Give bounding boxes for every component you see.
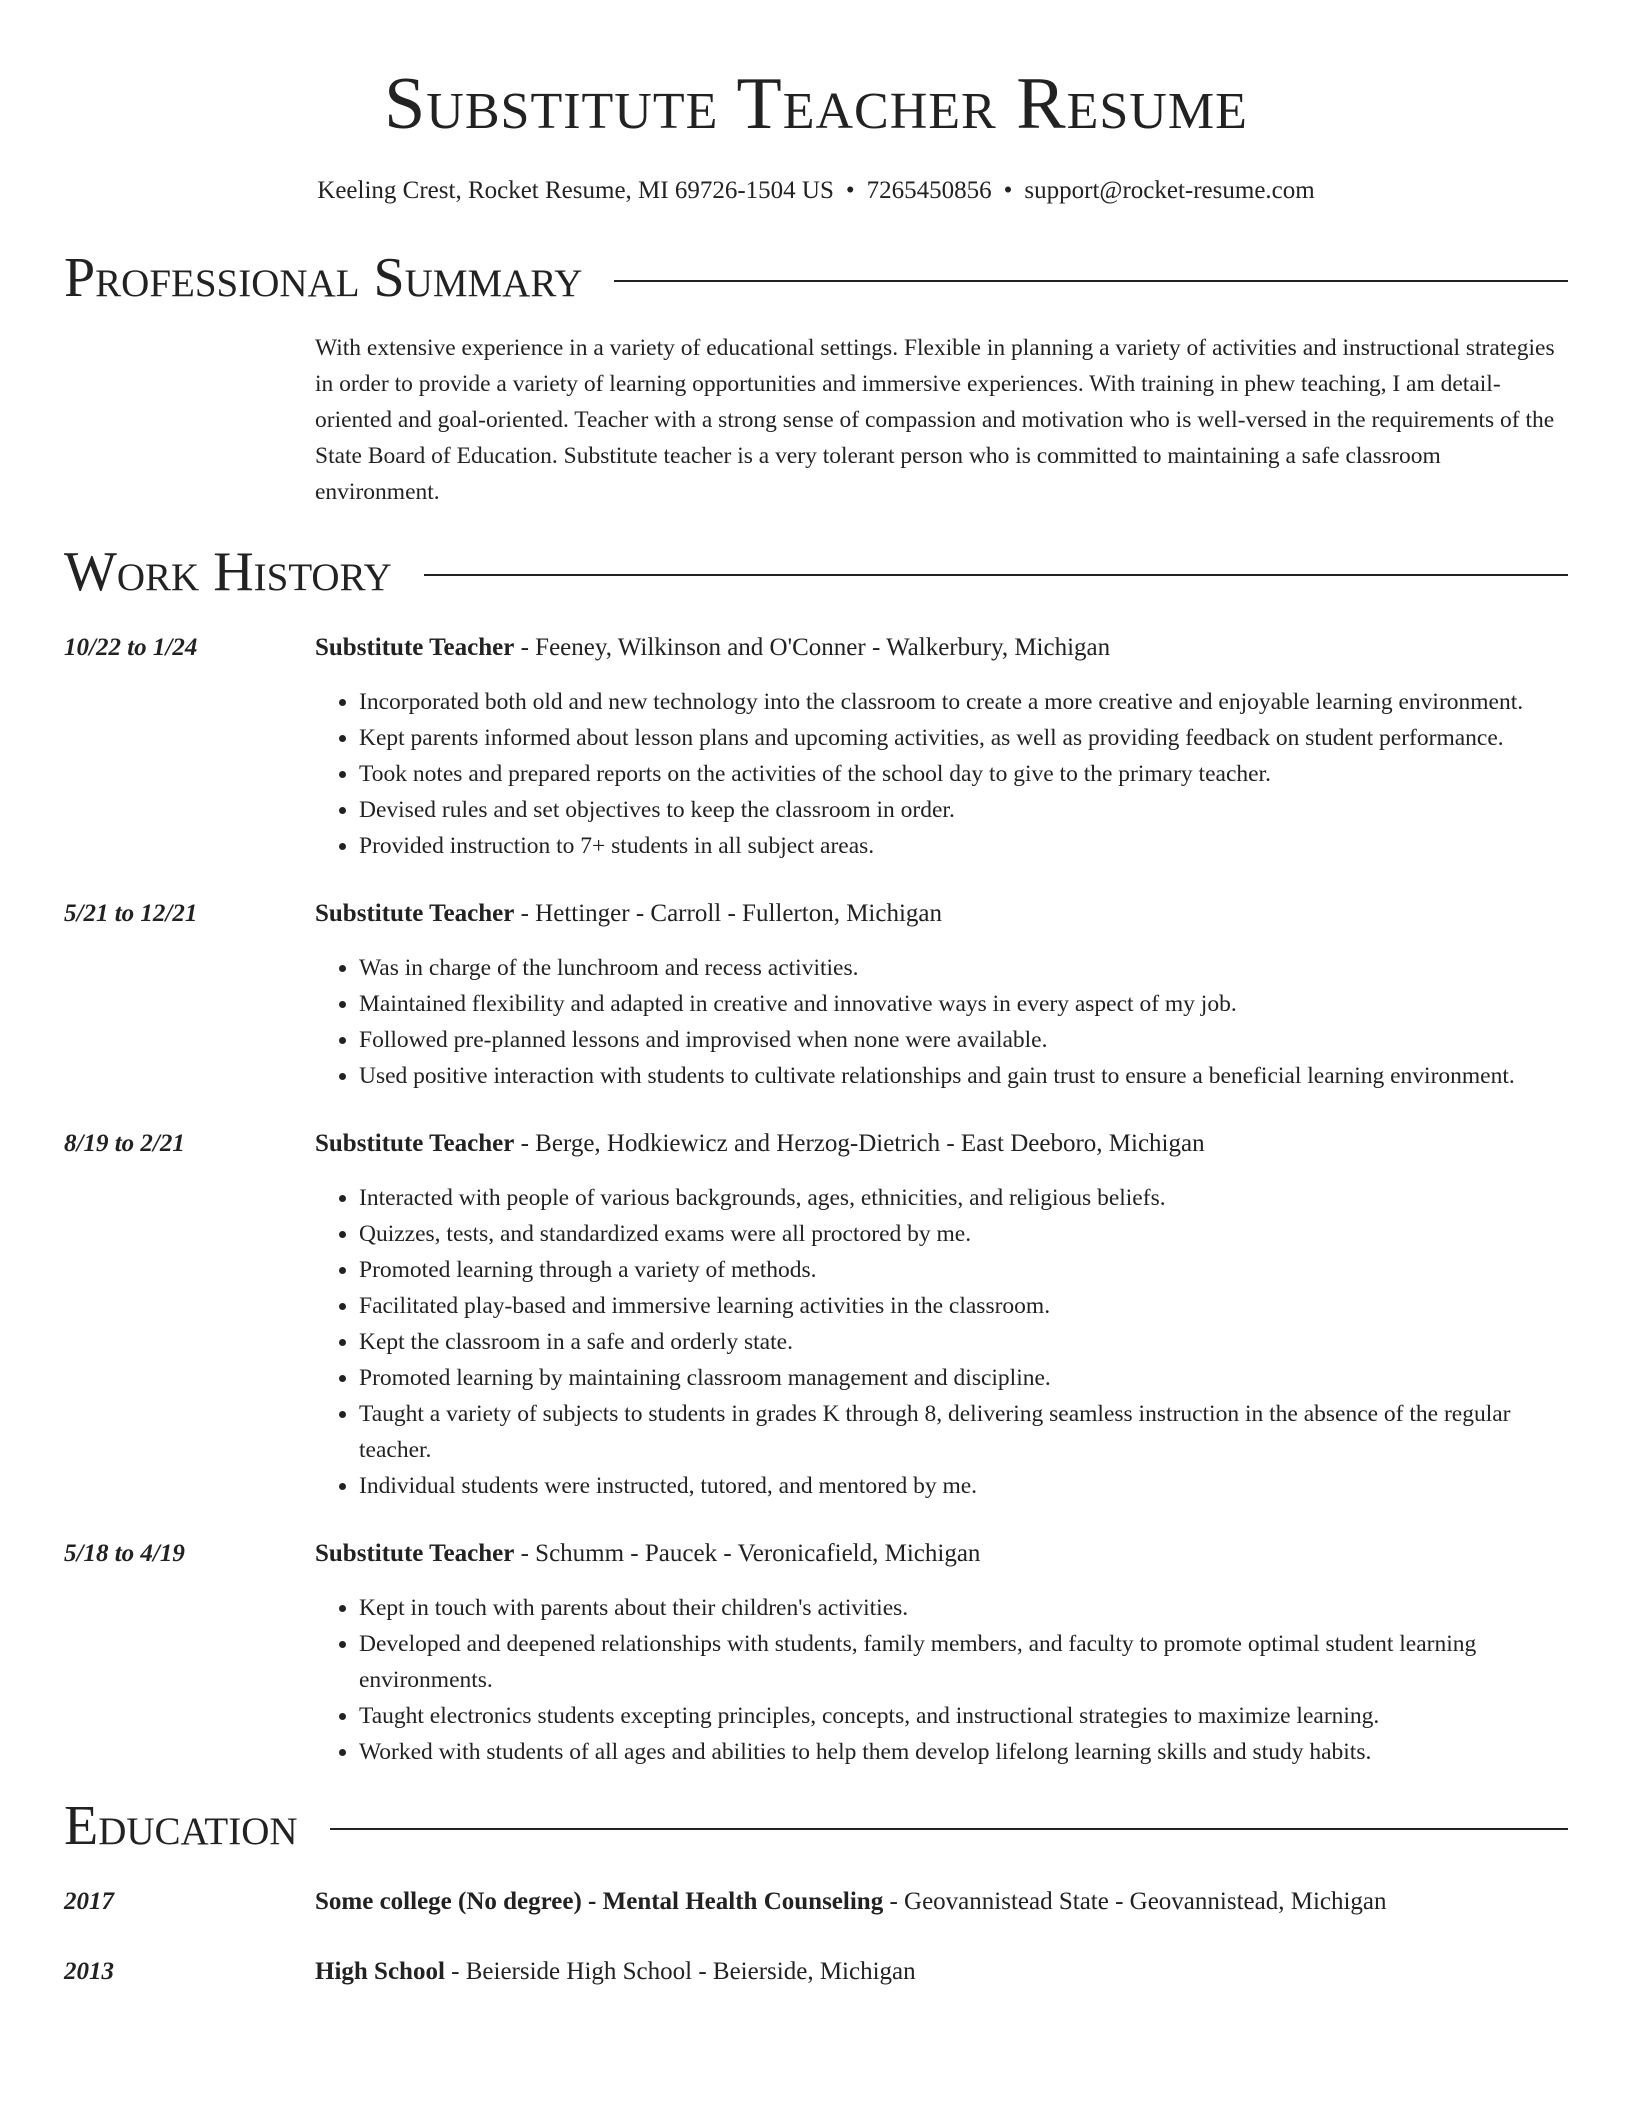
list-item: • Facilitated play-based and immersive learning activities in the classroom. [359,1288,1568,1324]
job-title: Substitute Teacher [315,1130,515,1157]
job-entry [64,1126,1568,1504]
job-entry [64,630,1568,864]
section-divider [614,280,1568,282]
list-item: • Devised rules and set objectives to keep the classroom in order. [359,792,1568,828]
job-bullets [315,1590,1568,1770]
job-details: - Berge, Hodkiewicz and Herzog-Dietrich - East Deeboro, Michigan [514,1130,1205,1157]
education-entry [64,1954,1568,1990]
contact-email: support@rocket-resume.com [1024,177,1315,204]
job-date: 8/19 to 2/21 [64,1130,185,1157]
job-title: Substitute Teacher [315,1540,515,1567]
job-details: - Feeney, Wilkinson and O'Conner - Walkerbury, Michigan [514,634,1111,661]
contact-separator: • [1003,177,1013,204]
section-divider [424,574,1568,576]
summary-heading: Professional Summary [64,247,583,309]
job-entry [64,896,1568,1094]
job-details: - Schumm - Paucek - Veronicafield, Michigan [514,1540,981,1567]
education-degree: High School [315,1958,445,1985]
contact-separator: • [845,177,855,204]
list-item: • Incorporated both old and new technology into the classroom to create a more creative and enjoyable learning environment. [359,684,1568,720]
section-divider [330,1828,1568,1830]
job-date: 5/18 to 4/19 [64,1540,185,1567]
job-body [315,1126,1568,1504]
list-item: • Kept the classroom in a safe and orderly state. [359,1324,1568,1360]
summary-text: With extensive experience in a variety of educational settings. Flexible in planning a variety of activities and instructional strategies in order to provide a variety of learning opportunities and immersive experiences. With training in phew teaching, I am detail-oriented and goal-oriented. Teacher with a strong sense of compassion and motivation who is well-versed in the requirements of the State Board of Education. Substitute teacher is a very tolerant person who is committed to maintaining a safe classroom environment. [315,335,1555,505]
list-item: • Taught a variety of subjects to students in grades K through 8, delivering seamless instruction in the absence of the regular teacher. [359,1396,1568,1468]
job-date: 5/21 to 12/21 [64,900,198,927]
list-item: • Kept in touch with parents about their children's activities. [359,1590,1568,1626]
list-item: • Followed pre-planned lessons and improvised when none were available. [359,1022,1568,1058]
contact-phone: 7265450856 [866,177,992,204]
work-history-heading: Work History [64,541,392,603]
summary-section-header [64,246,1568,310]
job-body [315,1536,1568,1770]
list-item: • Was in charge of the lunchroom and recess activities. [359,950,1568,986]
job-entry [64,1536,1568,1770]
education-heading-line [315,1954,1568,1990]
list-item: • Promoted learning by maintaining classroom management and discipline. [359,1360,1568,1396]
education-heading: Education [64,1795,298,1857]
job-bullets [315,684,1568,864]
list-item: • Interacted with people of various backgrounds, ages, ethnicities, and religious beliefs. [359,1180,1568,1216]
job-heading [315,1536,1568,1572]
job-title: Substitute Teacher [315,634,515,661]
education-entry [64,1884,1568,1920]
list-item: • Used positive interaction with students to cultivate relationships and gain trust to ensure a beneficial learning environment. [359,1058,1568,1094]
education-date: 2013 [64,1958,114,1985]
job-bullets [315,950,1568,1094]
list-item: • Provided instruction to 7+ students in all subject areas. [359,828,1568,864]
list-item: • Quizzes, tests, and standardized exams were all proctored by me. [359,1216,1568,1252]
list-item: • Promoted learning through a variety of methods. [359,1252,1568,1288]
document-title: Substitute Teacher Resume [384,63,1248,145]
job-heading [315,630,1568,666]
list-item: • Taught electronics students excepting principles, concepts, and instructional strategies to maximize learning. [359,1698,1568,1734]
education-body [315,1954,1568,1990]
education-heading-line [315,1884,1568,1920]
job-bullets [315,1180,1568,1504]
education-body [315,1884,1568,1920]
job-heading [315,896,1568,932]
job-body [315,896,1568,1094]
list-item: • Worked with students of all ages and abilities to help them develop lifelong learning skills and study habits. [359,1734,1568,1770]
job-heading [315,1126,1568,1162]
education-degree: Some college (No degree) - Mental Health Counseling [315,1888,884,1915]
job-title: Substitute Teacher [315,900,515,927]
list-item: • Maintained flexibility and adapted in creative and innovative ways in every aspect of my job. [359,986,1568,1022]
list-item: • Developed and deepened relationships with students, family members, and faculty to promote optimal student learning environments. [359,1626,1568,1698]
work-history-section-header [64,540,1568,604]
contact-line [64,174,1568,208]
job-body [315,630,1568,864]
list-item: • Individual students were instructed, tutored, and mentored by me. [359,1468,1568,1504]
job-date: 10/22 to 1/24 [64,634,198,661]
education-details: - Beierside High School - Beierside, Michigan [444,1958,916,1985]
education-date: 2017 [64,1888,114,1915]
education-section-header [64,1794,1568,1858]
list-item: • Took notes and prepared reports on the activities of the school day to give to the primary teacher. [359,756,1568,792]
education-details: - Geovannistead State - Geovannistead, Michigan [883,1888,1387,1915]
contact-address: Keeling Crest, Rocket Resume, MI 69726-1504 US [317,177,834,204]
list-item: • Kept parents informed about lesson plans and upcoming activities, as well as providing feedback on student performance. [359,720,1568,756]
job-details: - Hettinger - Carroll - Fullerton, Michigan [514,900,943,927]
